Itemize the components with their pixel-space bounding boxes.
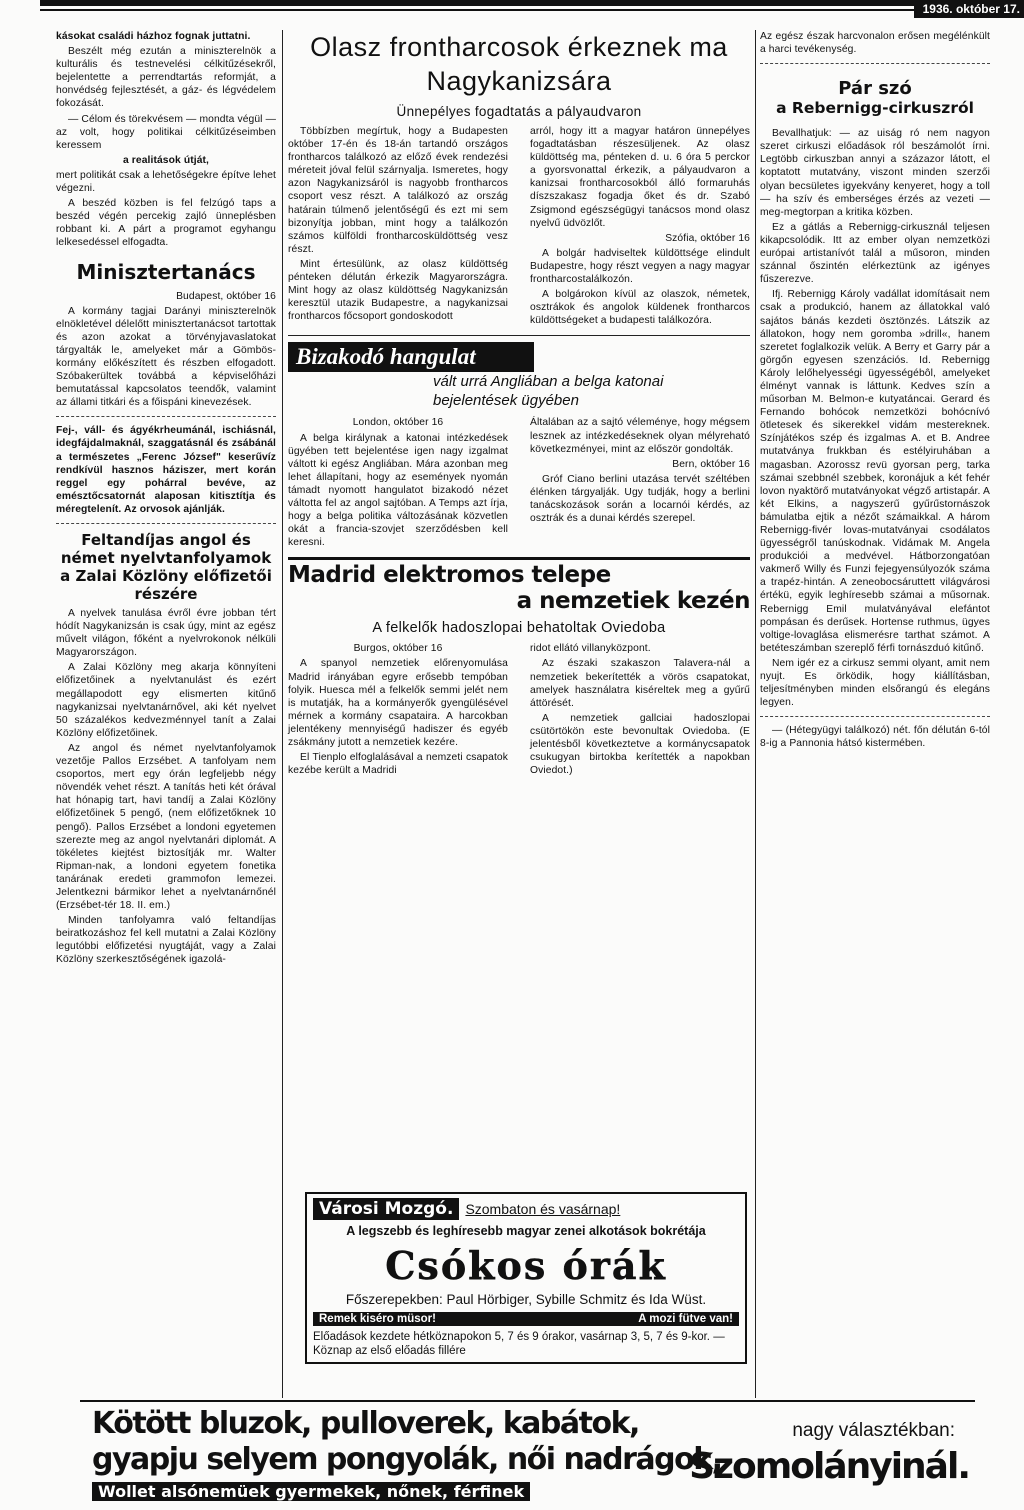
cinema-stars: Főszerepekben: Paul Hörbiger, Sybille Schmitz és Ida Wüst. [345, 1292, 707, 1307]
cinema-dates: Szombaton és vasárnap! [465, 1201, 621, 1217]
clothing-advertisement [80, 1400, 975, 1508]
olasz-headline: Olasz frontharcosok érkeznek ma Nagykanizsára [310, 32, 728, 96]
bizakodo-right-text: Általában az a sajtó véleménye, hogy mégsem lesznek az intézkedéseknek olyan mélyreható következményei, mint az először gondolták. [530, 417, 750, 455]
ad-line-1: Kötött bluzok, pulloverek, kabátok, [92, 1406, 639, 1441]
szofia-text-2: A bolgárokon kívül az olaszok, németek, osztrákok és angolok küldenek frontharcos küldöttségeket a budapesti találkozóra. [530, 289, 750, 327]
column-right [760, 30, 990, 753]
cinema-bar [313, 1312, 739, 1326]
intro-line-5: mert politikát csak a lehetőségekre építve lehet végezni. [56, 169, 276, 195]
ad-line-3: Wollet alsónemüek gyermekek, nőnek, férfinek [92, 1482, 530, 1501]
madrid-headline-1: Madrid elektromos telepe [288, 562, 611, 589]
column-divider-2 [755, 30, 756, 1398]
madrid-headline-2: a nemzetiek kezén [516, 588, 750, 615]
minisztertanacs-body: A kormány tagjai Darányi miniszterelnök elnökletével délelőtt minisztertanácsot tartottak és azon azokat a törvényjavaslatokat tárgyalták le, amelyeket már a Gömbös-kormány előkészített és részben elfogadott. Szóbakerültek továbbá a képviselőházi bemutatással kapcsolatos teendők, valamint az állami titkári és a főispáni kinevezések. [56, 305, 276, 409]
olasz-left-text: Többízben megírtuk, hogy a Budapesten október 17-én és 18-án tartandó országos frontharcos találkozó az előző évek rendezési méreteit jóval felül szárnyalja. Ismeretes, hogy azon Nagykanizsáról is nagyobb frontharcos csoport vesz részt. A találkozó az ország határain túlmenő jelentőségű és ezt mi sem bizonyítja jobban, mint hogy a találkozón számos külföldi frontharcosküldöttség vesz részt. [288, 126, 508, 255]
bizakodo-subheadline: vált urrá Angliában a belga katonai bejelentések ügyében [433, 373, 664, 410]
ad-right-1: nagy választékban: [792, 1420, 955, 1441]
nyelvtanfolyam-p3: Az angol és német nyelvtanfolyamok vezetője Pallos Erzsébet. A tanfolyam nem csoportos, mert egy órán legfeljebb négy növendék vehet részt. A tanítás heti két órával hat hónapig tart, havi tandíj a Zalai Közlöny előfizetőinek 5 pengő, (nem előfizetőknek 10 pengő). Pallos Erzsébet a londoni egyetemen szerezte meg az angol nyelvtanári diplomát. A tökéletes kiejtést biztosítják mr. Walter Ripman-nak, a londoni egyetem fonetika tanárának eredeti grammofon lemezei. Jelentkezni bármikor lehet a nyelvtanárnőnél (Erzsébet-tér 18. II. em.) [56, 742, 276, 912]
rebernigg-p2: Ez a gátlás a Rebernigg-cirkusznál teljesen kikapcsolódik. Itt az ember olyan nemzetközi európai artistanívót talál a műsoron, minden szánnal őszintén elérkeztünk az igényes fűszerezve. [760, 221, 990, 286]
separator [56, 523, 276, 524]
intro-line-2: Beszélt még ezután a miniszterelnök a kulturális és testnevelési célkitűzésekről, bejelentette a perrendtartás reformját, a honvédség fejlesztését, a gáz- és légvédelem fokozását. [56, 46, 276, 110]
cinema-header [313, 1198, 739, 1220]
minisztertanacs-dateline: Budapest, október 16 [176, 290, 276, 302]
page-date: 1936. október 17. [914, 0, 1024, 18]
rebernigg-p4: Nem igér ez a cirkusz semmi olyant, amit nem nyujt. Es örködik, hogy kiállításban, teljesítményben minden elsőrangú és elegáns legyen. [760, 657, 990, 709]
szofia-text: A bolgár hadviseltek küldöttsége elindult Budapestre, hogy részt vegyen a nagy magyar frontharcostalálkozón. [530, 247, 750, 286]
cinema-advertisement [305, 1192, 747, 1364]
olasz-subheadline: Ünnepélyes fogadtatás a pályaudvaron [396, 104, 642, 119]
right-intro: Az egész észak harcvonalon erősen megélénkült a harci tevékenység. [760, 31, 990, 56]
bizakodo-article [288, 416, 750, 551]
szofia-dateline: Szófia, október 16 [665, 232, 750, 244]
madrid-right-text: ridot ellátó villanyközpont. [530, 643, 651, 655]
rebernigg-p1: Bevallhatjuk: — az uiság ró nem nagyon szeret cirkuszi előadások ról beszámolót írni. Legtöbb cirkuszban annyi a százazor látott, el koptatott mutatvány, viszont minden szerzői olyan becsületes igyekvány kenyeret, hogy a toll — ha szív és emberséges érzés az vezeti — meg-megtorpan a kritika közben. [760, 128, 990, 218]
intro-line-3: — Célom és törekvésem — mondta végül — az volt, hogy politikai célkitűzéseimben keressem [56, 113, 276, 151]
cinema-times: Előadások kezdete hétköznapokon 5, 7 és 9 órakor, vasárnap 3, 5, 7 és 9-kor. — Köznap az első előadás fillére [313, 1331, 725, 1357]
cinema-bar-right: A mozi fütve van! [638, 1313, 733, 1325]
intro-line-4: a realitások útját, [122, 154, 210, 166]
cinema-line-1: A legszebb és leghíresebb magyar zenei alkotások bokrétája [346, 1224, 706, 1238]
madrid-left-text: A spanyol nemzetiek előrenyomulása Madrid irányában egyre erősebb tempóban folyik. Huesca mél a felkelők semmi jelét nem is mutatják, ha a kormányerők gyengülésével mérnek a kormány csapataira. A harcokban jelentékeny mennyiségű hadiszer és egyéb zsákmány jutott a nemzetiek kezére. [288, 658, 508, 748]
separator [760, 716, 990, 717]
intro-line-6: A beszéd közben is fel felzúgó taps a beszéd végén percekig zajló ünneplésben robbant ki. A párt a programot egyhangu lelkesedéssel elfogadta. [56, 198, 276, 249]
minisztertanacs-heading: Minisztertanács [76, 259, 256, 284]
separator [288, 335, 750, 336]
ad-line-2: gyapju selyem pongyolák, női nadrágok, [92, 1442, 722, 1477]
column-divider-1 [282, 30, 283, 1398]
cinema-film-title: Csókos órák [385, 1243, 667, 1288]
cinema-bar-left: Remek kiséro müsor! [319, 1313, 436, 1325]
column-left [56, 30, 276, 969]
london-text: A belga királynak a katonai intézkedések ügyében tett bejelentése igen nagy izgalmat váltott ki egész Angliában. Mára azonban meg lehet állapítani, hogy az események nyomán támadt nyomott hangulatot bizakodó nézet váltotta fel az angol sajtóban. A Temps azt írja, hogy a belga politika változásának közvetlen okát a francia-szovjet szerződésben kell keresni. [288, 432, 508, 549]
olasz-right-text: arról, hogy itt a magyar határon ünnepélyes fogadtatásban részesüljenek. Az olasz küldöttség ma, pénteken d. u. 6 óra 5 perckor a gyorsvonattal érkezik, a pályaudvaron a kanizsai frontharcosokból álló formaruhás díszszakasz fogadja őket és dr. Szabó Zsigmond egészségügyi tanácsos mond olasz nyelvű üdvözlőt. [530, 126, 750, 229]
rebernigg-heading-1: Pár szó [838, 78, 912, 100]
madrid-subheadline: A felkelők hadoszlopai behatoltak Oviedoba [372, 620, 666, 637]
rebernigg-p3: Ifj. Rebernigg Károly vadállat idomításait nem csak a produkció, hanem az állatokkal való sajátos bánás kezdeti ösztönzés. Látszik az állatokon, hogy nem goromba »drill«, hanem szeretet foglalkozik velük. A Berry et Garry pár a görgőn egyesen szenzációs. Id. Rebernigg Károly lelőhelyességi ügyességébôl, amelyeket élményt vannak is láttunk. Kedves szín a műsorban M. Belmon-e kutyatáncai. Gerard és Fernando bohócok nemzetközi bohócnívó ötletesek és sikerekkel vidám mestereknek. Színjátékos szép és izgalmas A. et B. Andree mutatványa frukkban és estélyiruhában a magasban. Azorossz revü gyorsan perg, tarka számai szebbnél szebbek, koronájuk a két fehér lovon nyaktörő mutatványokat végző artistapár. A két Elkins, a nagyszerű gyűrűstornászok bámulatba ejtik a nézőt számaikkal. A három Rebernigg-fivér lovas-mutatványai csodálatos ügyességről tanúskodnak. Vidámak M. Angela produkciói a medvével. Hátborzongatóan vakmerő Willy és Funzi fejegyensúlyozók száma a trapéz-hintán. A zeneobocsáruttett világvárosi értékü, egyik leghíresebb számai a műsornak. Rebernigg Emil mulatványával elefántot pompásan és derűsek. Hortense ruthmus, ügyes voltige-lovaglása elismerésre tarthat számot. A betéteszámban szereplő férfi tornászduó kitűnő. [760, 289, 990, 654]
top-rule [40, 0, 1024, 6]
ad-shop-name: Szomolányinál. [689, 1446, 969, 1487]
nyelvtanfolyam-heading: Feltandíjas angol és német nyelvtanfolyamok a Zalai Közlöny előfizetői részére [60, 531, 272, 603]
olasz-left-text-2: Mint értesülünk, az olasz küldöttség pénteken délután érkezik Magyarországra. Mint hogy az olasz küldöttség Nagykanizsán keresztül utazik Budapestre, a nagykanizsai frontharcos főcsoport gondoskodott [288, 258, 508, 323]
separator [288, 557, 750, 560]
rebernigg-heading-2: a Rebernigg-cirkuszról [776, 99, 974, 118]
olasz-article [288, 125, 750, 329]
cinema-name: Városi Mozgó. [313, 1198, 459, 1220]
bern-dateline: Bern, október 16 [672, 458, 750, 470]
fej-ad-body: Fej-, váll- és ágyékrheumánál, ischiásnál, idegfájdalmaknál, szaggatásnál és zsábánál a természetes „Ferenc József" keserűvíz rendkívül hasznos háziszer, mert korán reggel egy pohárral bevéve, az emésztőcsatornát alaposan kitisztítja és méregtelenít. Az orvosok ajánlják. [56, 425, 276, 515]
column-center [288, 30, 750, 779]
nyelvtanfolyam-p1: A nyelvek tanulása évről évre jobban tért hódít Nagykanizsán is csak úgy, mint az egész művelt világon, főként a nyelvrokonok nélküli Magyarországon. [56, 608, 276, 659]
intro-line-1: kásokat családi házhoz fognak juttatni. [56, 31, 251, 42]
bern-text: Gróf Ciano berlini utazása tervét széltében élénken tárgyalják. Ugy tudják, hogy a berlini tanácskozások során a locarnói kérdés, az osztrák és a dunai kérdés szerepel. [530, 473, 750, 525]
bizakodo-headline: Bizakodó hangulat [288, 342, 534, 372]
right-note: — (Hétegyügyi találkozó) nét. főn délután 6-tól 8-ig a Pannonia hátsó kistermében. [760, 725, 990, 750]
madrid-left-text-2: El Tienplo elfoglalásával a nemzeti csapatok kezébe került a Madridi [288, 752, 508, 777]
madrid-right-text-2: Az északi szakaszon Talavera-nál a nemzetiek bekerítették a vörös csapatokat, amelyek használatra kiséreltek meg a gyűrű áttörését. [530, 658, 750, 709]
separator [760, 63, 990, 64]
madrid-right-text-3: A nemzetiek gallciai hadoszlopai csütörtökön este bevonultak Oviedoba. (E jelentésből következtetve a kormánycsapatok csukugyan birtokba kerítették a napokban Oviedot.) [530, 712, 750, 777]
nyelvtanfolyam-p4: Minden tanfolyamra való feltandíjas beiratkozáshoz fel kell mutatni a Zalai Közlöny legutóbbi előfizetési nyugtáját, vagy a Zalai Közlöny szerkesztőségének igazolá- [56, 915, 276, 966]
burgos-dateline: Burgos, október 16 [353, 643, 443, 655]
separator [56, 416, 276, 417]
nyelvtanfolyam-p2: A Zalai Közlöny meg akarja könnyíteni előfizetőinek a nyelvtanulást és ezért megállapodott egy elismerten kitűnő nagykanizsai nyelvtanárnővel, aki két nyelvet 50 százalékos kedvezménnyel tanít a Zalai Közlöny előfizetőinek. [56, 662, 276, 739]
top-thin-rule [40, 9, 920, 11]
london-dateline: London, október 16 [352, 417, 444, 429]
madrid-article [288, 642, 750, 779]
